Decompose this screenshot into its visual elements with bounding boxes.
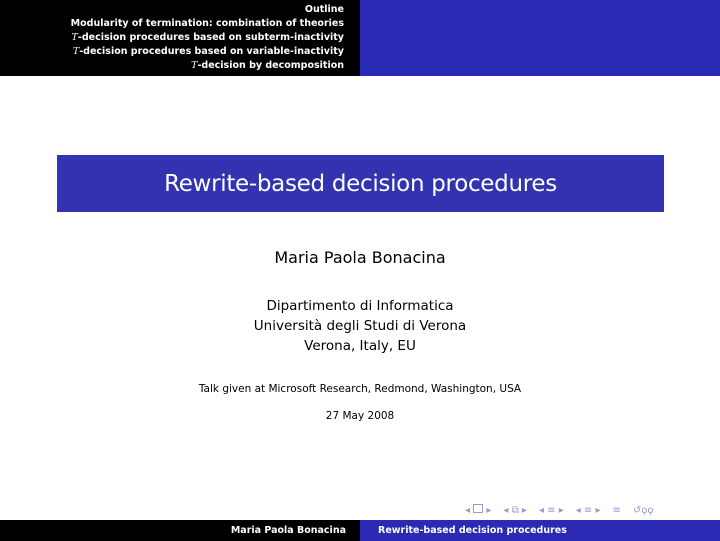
headline-right-panel xyxy=(360,0,720,76)
nav-section-outline[interactable]: Outline xyxy=(304,4,344,15)
institute xyxy=(0,296,720,356)
institute-university: Università degli Studi di Verona xyxy=(253,318,467,334)
nav-back-icon[interactable]: ≡ xyxy=(612,504,621,516)
nav-search-icon[interactable]: ↺ϙϙ xyxy=(632,504,654,516)
footer-title: Rewrite-based decision procedures xyxy=(360,520,720,541)
talk-date: 27 May 2008 xyxy=(325,410,395,422)
nav-section-variable-inactivity[interactable]: T-decision procedures based on variable-inactivity xyxy=(72,46,344,57)
nav-subsection-icon[interactable]: ◂ ⧉ ▸ xyxy=(503,504,527,516)
section-navigation xyxy=(0,0,360,76)
title-box xyxy=(57,155,664,212)
institute-department: Dipartimento di Informatica xyxy=(266,298,454,314)
footer-author: Maria Paola Bonacina xyxy=(0,520,360,541)
nav-section-icon[interactable]: ◂ ≡ ▸ xyxy=(538,504,564,516)
nav-frame-icon[interactable]: ◂ ▸ xyxy=(465,505,492,516)
footer-bar xyxy=(0,520,720,541)
nav-section-decomposition[interactable]: T-decision by decomposition xyxy=(191,60,344,71)
navigation-symbols xyxy=(465,503,654,517)
headline-bar xyxy=(0,0,720,76)
presentation-title: Rewrite-based decision procedures xyxy=(164,170,557,197)
author: Maria Paola Bonacina xyxy=(274,248,446,267)
talk-note: Talk given at Microsoft Research, Redmond, Washington, USA xyxy=(198,383,522,395)
nav-section-icon[interactable]: ◂ ≡ ▸ xyxy=(575,504,601,516)
nav-section-subterm-inactivity[interactable]: T-decision procedures based on subterm-inactivity xyxy=(71,32,344,43)
institute-location: Verona, Italy, EU xyxy=(304,338,416,354)
nav-section-modularity[interactable]: Modularity of termination: combination of theories xyxy=(70,18,344,29)
